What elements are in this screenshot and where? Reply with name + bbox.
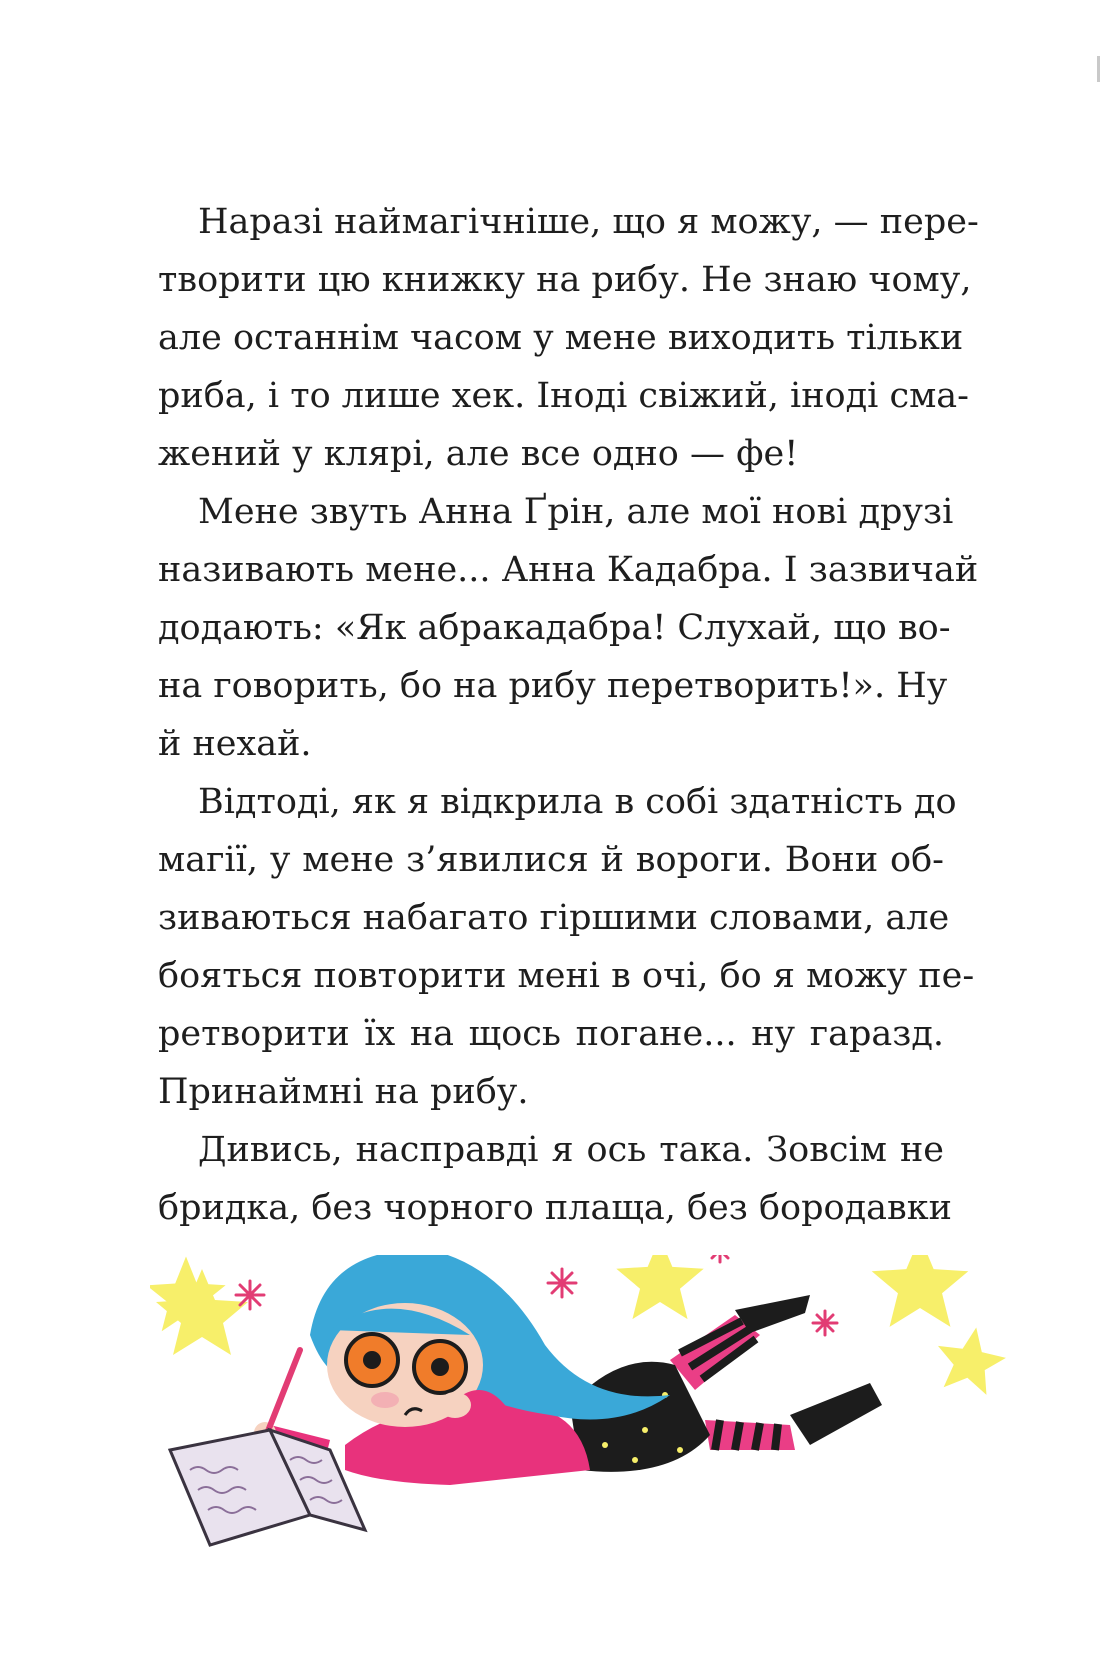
text-line: бояться повторити мені в очі, бо я можу пе-: [158, 956, 975, 996]
text-line: риба, і то лише хек. Іноді свіжий, іноді сма-: [158, 376, 969, 416]
sparkle-icon: [813, 1311, 837, 1335]
text-line: магії, у мене з’явилися й вороги. Вони об-: [158, 840, 944, 880]
pencil: [268, 1350, 300, 1431]
text-line: творити цю книжку на рибу. Не знаю чому,: [158, 260, 972, 300]
text-line: на говорить, бо на рибу перетворить!». Ну: [158, 666, 948, 706]
page-body-text: [158, 193, 979, 1237]
text-line: Принаймні на рибу.: [158, 1072, 529, 1112]
paragraph-first-line: Дивись, насправді я ось така. Зовсім не: [198, 1130, 944, 1170]
text-line: й нехай.: [158, 724, 312, 764]
star-icon: [872, 1255, 969, 1327]
text-line: називають мене... Анна Кадабра. І зазвичай: [158, 550, 979, 590]
girl-illustration: [150, 1255, 1010, 1615]
star-icon: [616, 1255, 703, 1319]
text-line: зиваються набагато гіршими словами, але: [158, 898, 950, 938]
paragraph-first-line: Мене звуть Анна Ґрін, але мої нові друзі: [198, 492, 954, 532]
paragraph-first-line: Наразі наймагічніше, що я можу, — пере-: [198, 202, 979, 242]
sparkle-icon: [708, 1255, 732, 1262]
text-line: жений у клярі, але все одно — фе!: [158, 434, 799, 474]
page-edge-mark: [1097, 56, 1100, 82]
paragraph-first-line: Відтоді, як я відкрила в собі здатність до: [198, 782, 957, 822]
sparkle-icon: [236, 1281, 264, 1309]
star-icon: [931, 1322, 1010, 1398]
text-line: але останнім часом у мене виходить тільки: [158, 318, 964, 358]
notebook: [170, 1430, 365, 1545]
text-line: додають: «Як абракадабра! Слухай, що во-: [158, 608, 951, 648]
text-line: бридка, без чорного плаща, без бородавки: [158, 1188, 952, 1228]
text-line: ретворити їх на щось погане... ну гаразд.: [158, 1014, 944, 1054]
star-icon: [156, 1269, 248, 1355]
sparkle-icon: [548, 1269, 576, 1297]
